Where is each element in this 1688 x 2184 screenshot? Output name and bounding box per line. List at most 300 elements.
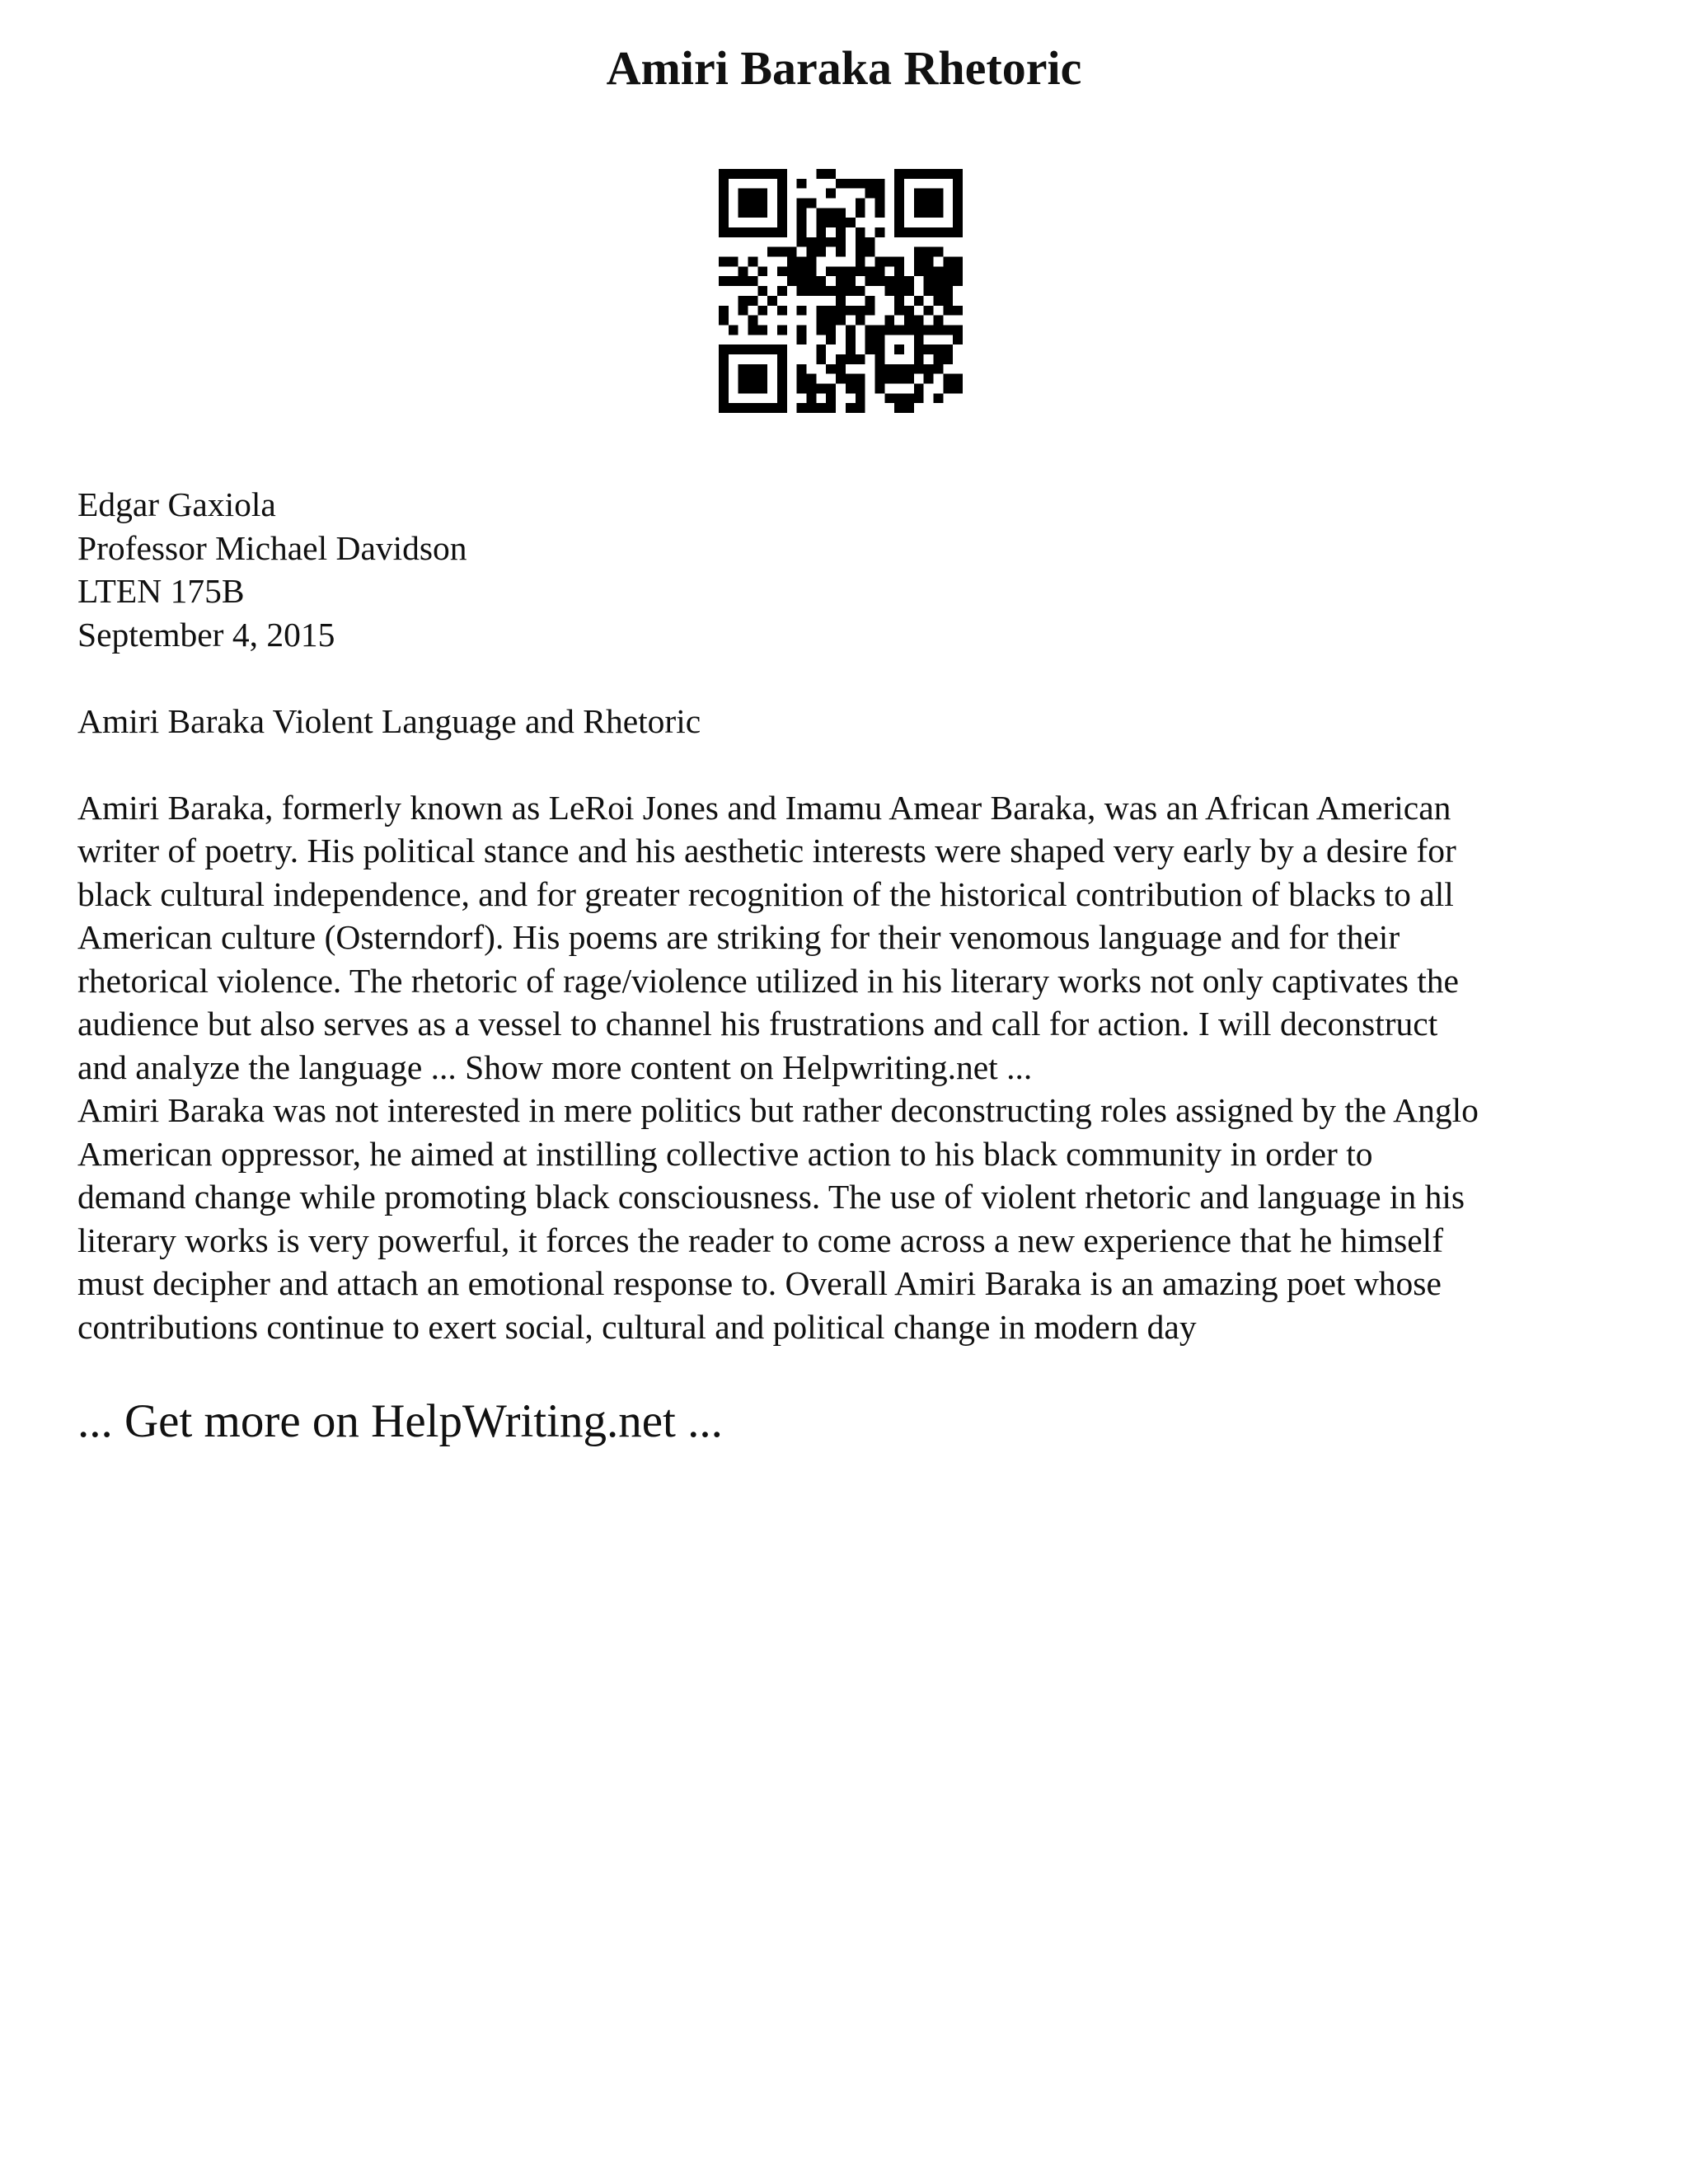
qr-module (924, 227, 934, 237)
qr-module (894, 296, 904, 306)
qr-module (894, 403, 904, 413)
qr-module (807, 276, 817, 286)
qr-module (748, 169, 758, 179)
qr-module (797, 266, 807, 276)
qr-module (865, 276, 875, 286)
qr-module (738, 296, 748, 306)
qr-module (933, 169, 943, 179)
qr-module (894, 257, 904, 267)
qr-module (856, 208, 865, 218)
qr-module (914, 208, 924, 218)
qr-module (914, 247, 924, 257)
qr-module (943, 354, 953, 364)
qr-module (953, 306, 963, 316)
paragraph-line: literary works is very powerful, it forces the reader to come across a new experience that he himself (77, 1221, 1444, 1259)
qr-module (836, 316, 846, 326)
qr-module (874, 325, 884, 335)
qr-module (914, 169, 924, 179)
qr-module (924, 257, 934, 267)
qr-module (884, 276, 894, 286)
qr-module (874, 383, 884, 393)
qr-module (894, 208, 904, 218)
qr-module (738, 276, 748, 286)
qr-module (846, 374, 856, 384)
qr-module (767, 247, 777, 257)
qr-module (826, 403, 836, 413)
qr-module (874, 374, 884, 384)
qr-module (719, 364, 729, 374)
qr-module (836, 237, 846, 247)
qr-module (777, 247, 787, 257)
qr-module (874, 227, 884, 237)
qr-module (836, 179, 846, 189)
qr-module (836, 364, 846, 374)
qr-module (856, 354, 865, 364)
qr-module (797, 237, 807, 247)
qr-module (874, 199, 884, 209)
qr-module (953, 227, 963, 237)
qr-module (874, 276, 884, 286)
header-block (77, 483, 1627, 656)
qr-module (874, 208, 884, 218)
qr-module (738, 199, 748, 209)
qr-module (943, 296, 953, 306)
qr-module (914, 316, 924, 326)
qr-module (874, 335, 884, 344)
qr-module (807, 199, 817, 209)
qr-module (924, 247, 934, 257)
qr-module (856, 199, 865, 209)
qr-module (777, 199, 787, 209)
qr-module (757, 306, 767, 316)
qr-module (924, 325, 934, 335)
qr-module (738, 364, 748, 374)
qr-module (797, 257, 807, 267)
paragraph-line: American culture (Osterndorf). His poems are striking for their venomous language and for their (77, 918, 1400, 956)
qr-module (807, 286, 817, 296)
qr-module (816, 354, 826, 364)
qr-module (846, 218, 856, 227)
qr-module (953, 335, 963, 344)
qr-module (777, 374, 787, 384)
qr-module (729, 169, 738, 179)
qr-module (748, 316, 758, 326)
spacer (77, 656, 1627, 700)
qr-module (777, 354, 787, 364)
paragraph-line: demand change while promoting black consciousness. The use of violent rhetoric and language in his (77, 1178, 1465, 1216)
qr-module (767, 403, 777, 413)
qr-module (894, 364, 904, 374)
qr-module (924, 364, 934, 374)
qr-module (777, 218, 787, 227)
qr-module (894, 169, 904, 179)
qr-module (826, 286, 836, 296)
paragraph-2 (77, 1089, 1627, 1348)
qr-module (884, 257, 894, 267)
qr-module (924, 306, 934, 316)
qr-module (748, 364, 758, 374)
qr-module (738, 374, 748, 384)
qr-module (729, 276, 738, 286)
qr-module (816, 316, 826, 326)
qr-module (777, 344, 787, 354)
qr-module (719, 354, 729, 364)
paragraph-line: writer of poetry. His political stance and his aesthetic interests were shaped very early by a desire for (77, 832, 1456, 869)
qr-module (757, 208, 767, 218)
qr-module (933, 296, 943, 306)
paragraph-line: Amiri Baraka, formerly known as LeRoi Jones and Imamu Amear Baraka, was an African American (77, 788, 1451, 827)
paragraph-line: American oppressor, he aimed at instilling collective action to his black community in order to (77, 1134, 1373, 1173)
qr-module (816, 286, 826, 296)
qr-module (767, 169, 777, 179)
qr-module (846, 276, 856, 286)
qr-module (904, 276, 914, 286)
qr-module (865, 296, 875, 306)
qr-module (777, 227, 787, 237)
qr-module (865, 247, 875, 257)
qr-module (865, 237, 875, 247)
course-code: LTEN 175B (77, 572, 245, 610)
qr-module (757, 266, 767, 276)
qr-module (874, 266, 884, 276)
qr-module (943, 325, 953, 335)
qr-module (894, 286, 904, 296)
qr-module (865, 306, 875, 316)
qr-module (777, 266, 787, 276)
qr-module (846, 286, 856, 296)
qr-module (914, 189, 924, 199)
qr-module (924, 374, 934, 384)
qr-module (719, 306, 729, 316)
qr-module (856, 316, 865, 326)
qr-module (904, 306, 914, 316)
qr-module (729, 325, 738, 335)
qr-module (924, 286, 934, 296)
qr-module (816, 325, 826, 335)
qr-module (933, 393, 943, 403)
qr-module (816, 383, 826, 393)
qr-module (836, 218, 846, 227)
qr-module (953, 257, 963, 267)
qr-module (738, 169, 748, 179)
qr-module (953, 189, 963, 199)
qr-module (933, 325, 943, 335)
qr-module (933, 266, 943, 276)
qr-module (904, 227, 914, 237)
qr-module (777, 306, 787, 316)
qr-module (865, 335, 875, 344)
qr-module (777, 325, 787, 335)
qr-module (865, 266, 875, 276)
qr-module (836, 286, 846, 296)
qr-module (797, 218, 807, 227)
paragraph-line: and analyze the language ... Show more content on Helpwriting.net ... (77, 1047, 1033, 1086)
qr-module (943, 276, 953, 286)
qr-module (826, 237, 836, 247)
qr-module (846, 383, 856, 393)
qr-module (719, 179, 729, 189)
qr-module (826, 364, 836, 374)
qr-module (836, 247, 846, 257)
qr-module (933, 344, 943, 354)
qr-module (748, 383, 758, 393)
qr-module (846, 266, 856, 276)
qr-code-graphic (719, 169, 963, 413)
qr-module (797, 325, 807, 335)
qr-module (914, 364, 924, 374)
qr-module (729, 344, 738, 354)
qr-module (826, 266, 836, 276)
qr-module (816, 208, 826, 218)
qr-module (729, 403, 738, 413)
qr-module (719, 393, 729, 403)
qr-module (719, 208, 729, 218)
qr-module (836, 266, 846, 276)
paragraph-line: must decipher and attach an emotional response to. Overall Amiri Baraka is an amazing poet whose (77, 1264, 1442, 1302)
qr-module (894, 306, 904, 316)
qr-module (757, 189, 767, 199)
qr-module (748, 199, 758, 209)
qr-module (738, 208, 748, 218)
qr-module (943, 266, 953, 276)
qr-module (846, 344, 856, 354)
qr-module (856, 393, 865, 403)
qr-module (807, 237, 817, 247)
qr-module (914, 383, 924, 393)
qr-module (748, 208, 758, 218)
qr-module (856, 286, 865, 296)
qr-module (953, 199, 963, 209)
qr-module (816, 247, 826, 257)
qr-module (826, 335, 836, 344)
qr-module (856, 403, 865, 413)
qr-module (884, 364, 894, 374)
qr-module (924, 199, 934, 209)
qr-module (904, 374, 914, 384)
qr-module (856, 266, 865, 276)
qr-module (816, 227, 826, 237)
qr-module (836, 374, 846, 384)
qr-module (943, 286, 953, 296)
qr-module (757, 227, 767, 237)
qr-module (757, 169, 767, 179)
author-name: Edgar Gaxiola (77, 485, 276, 523)
qr-module (953, 374, 963, 384)
qr-module (757, 364, 767, 374)
qr-module (894, 227, 904, 237)
qr-module (807, 257, 817, 267)
qr-module (816, 169, 826, 179)
qr-module (914, 344, 924, 354)
qr-module (874, 354, 884, 364)
qr-module (874, 179, 884, 189)
qr-module (856, 257, 865, 267)
qr-module (943, 169, 953, 179)
qr-module (856, 374, 865, 384)
qr-module (924, 344, 934, 354)
qr-module (807, 247, 817, 257)
qr-module (797, 383, 807, 393)
qr-module (748, 325, 758, 335)
qr-module (904, 325, 914, 335)
qr-module (856, 179, 865, 189)
essay-title: Amiri Baraka Violent Language and Rhetoric (77, 701, 701, 740)
paragraph-line: rhetorical violence. The rhetoric of rage/violence utilized in his literary works not only captivates the (77, 961, 1459, 1000)
paragraph-line: black cultural independence, and for greater recognition of the historical contribution of blacks to all (77, 874, 1454, 913)
qr-module (797, 179, 807, 189)
qr-module (797, 374, 807, 384)
qr-module (719, 276, 729, 286)
qr-module (729, 227, 738, 237)
qr-module (856, 247, 865, 257)
qr-module (904, 364, 914, 374)
qr-module (894, 393, 904, 403)
get-more-link[interactable]: ... Get more on HelpWriting.net ... (77, 1395, 723, 1447)
qr-module (933, 364, 943, 374)
qr-module (826, 208, 836, 218)
qr-module (884, 374, 894, 384)
qr-module (777, 189, 787, 199)
qr-code-icon (719, 169, 963, 413)
qr-module (874, 257, 884, 267)
page-title: Amiri Baraka Rhetoric (606, 41, 1082, 95)
qr-module (719, 169, 729, 179)
qr-module (865, 344, 875, 354)
qr-module (738, 306, 748, 316)
qr-module (816, 237, 826, 247)
qr-module (904, 393, 914, 403)
qr-module (894, 266, 904, 276)
qr-module (914, 257, 924, 267)
qr-module (757, 199, 767, 209)
qr-module (797, 227, 807, 237)
qr-module (748, 189, 758, 199)
qr-module (943, 306, 953, 316)
qr-module (777, 286, 787, 296)
qr-module (787, 266, 797, 276)
qr-module (719, 199, 729, 209)
qr-module (894, 218, 904, 227)
qr-module (816, 344, 826, 354)
qr-module (748, 374, 758, 384)
qr-module (836, 296, 846, 306)
qr-module (846, 403, 856, 413)
qr-module (719, 189, 729, 199)
qr-module (914, 199, 924, 209)
qr-module (943, 344, 953, 354)
qr-module (807, 374, 817, 384)
qr-module (826, 218, 836, 227)
qr-module (719, 374, 729, 384)
qr-module (836, 306, 846, 316)
qr-module (777, 179, 787, 189)
qr-module (826, 169, 836, 179)
qr-module (894, 344, 904, 354)
qr-module (826, 383, 836, 393)
qr-module (894, 189, 904, 199)
qr-module (816, 218, 826, 227)
qr-module (719, 218, 729, 227)
qr-module (904, 316, 914, 326)
qr-module (914, 335, 924, 344)
qr-module (914, 354, 924, 364)
qr-module (874, 364, 884, 374)
qr-module (846, 354, 856, 364)
qr-module (719, 257, 729, 267)
qr-module (933, 276, 943, 286)
qr-module (933, 286, 943, 296)
qr-module (748, 276, 758, 286)
qr-module (874, 344, 884, 354)
qr-module (953, 179, 963, 189)
qr-module (826, 316, 836, 326)
qr-module (748, 344, 758, 354)
qr-module (777, 403, 787, 413)
qr-module (953, 218, 963, 227)
qr-module (884, 286, 894, 296)
qr-module (846, 335, 856, 344)
qr-module (748, 227, 758, 237)
qr-module (846, 325, 856, 335)
qr-module (738, 189, 748, 199)
paragraph-line: contributions continue to exert social, cultural and political change in modern day (77, 1307, 1197, 1346)
qr-module (787, 276, 797, 286)
qr-module (797, 276, 807, 286)
qr-module (777, 208, 787, 218)
qr-module (797, 306, 807, 316)
qr-module (924, 208, 934, 218)
qr-module (874, 189, 884, 199)
spacer (77, 743, 1627, 786)
qr-module (807, 266, 817, 276)
qr-module (807, 403, 817, 413)
qr-module (924, 189, 934, 199)
qr-module (953, 208, 963, 218)
qr-module (894, 199, 904, 209)
qr-module (953, 276, 963, 286)
qr-module (953, 169, 963, 179)
qr-module (904, 169, 914, 179)
qr-module (738, 403, 748, 413)
qr-module (807, 393, 817, 403)
qr-module (924, 266, 934, 276)
qr-module (933, 316, 943, 326)
qr-module (884, 325, 894, 335)
qr-module (816, 403, 826, 413)
qr-module (856, 227, 865, 237)
qr-module (943, 383, 953, 393)
qr-module (953, 383, 963, 393)
qr-module (826, 325, 836, 335)
qr-module (924, 276, 934, 286)
qr-module (914, 227, 924, 237)
qr-module (914, 393, 924, 403)
qr-module (884, 393, 894, 403)
qr-module (738, 344, 748, 354)
qr-module (865, 189, 875, 199)
qr-module (719, 344, 729, 354)
paragraph-1 (77, 786, 1627, 1090)
qr-module (856, 383, 865, 393)
qr-module (904, 403, 914, 413)
document-body (77, 483, 1627, 1348)
qr-module (748, 257, 758, 267)
qr-module (846, 306, 856, 316)
qr-module (933, 208, 943, 218)
qr-module (846, 179, 856, 189)
qr-module (787, 257, 797, 267)
qr-module (826, 306, 836, 316)
